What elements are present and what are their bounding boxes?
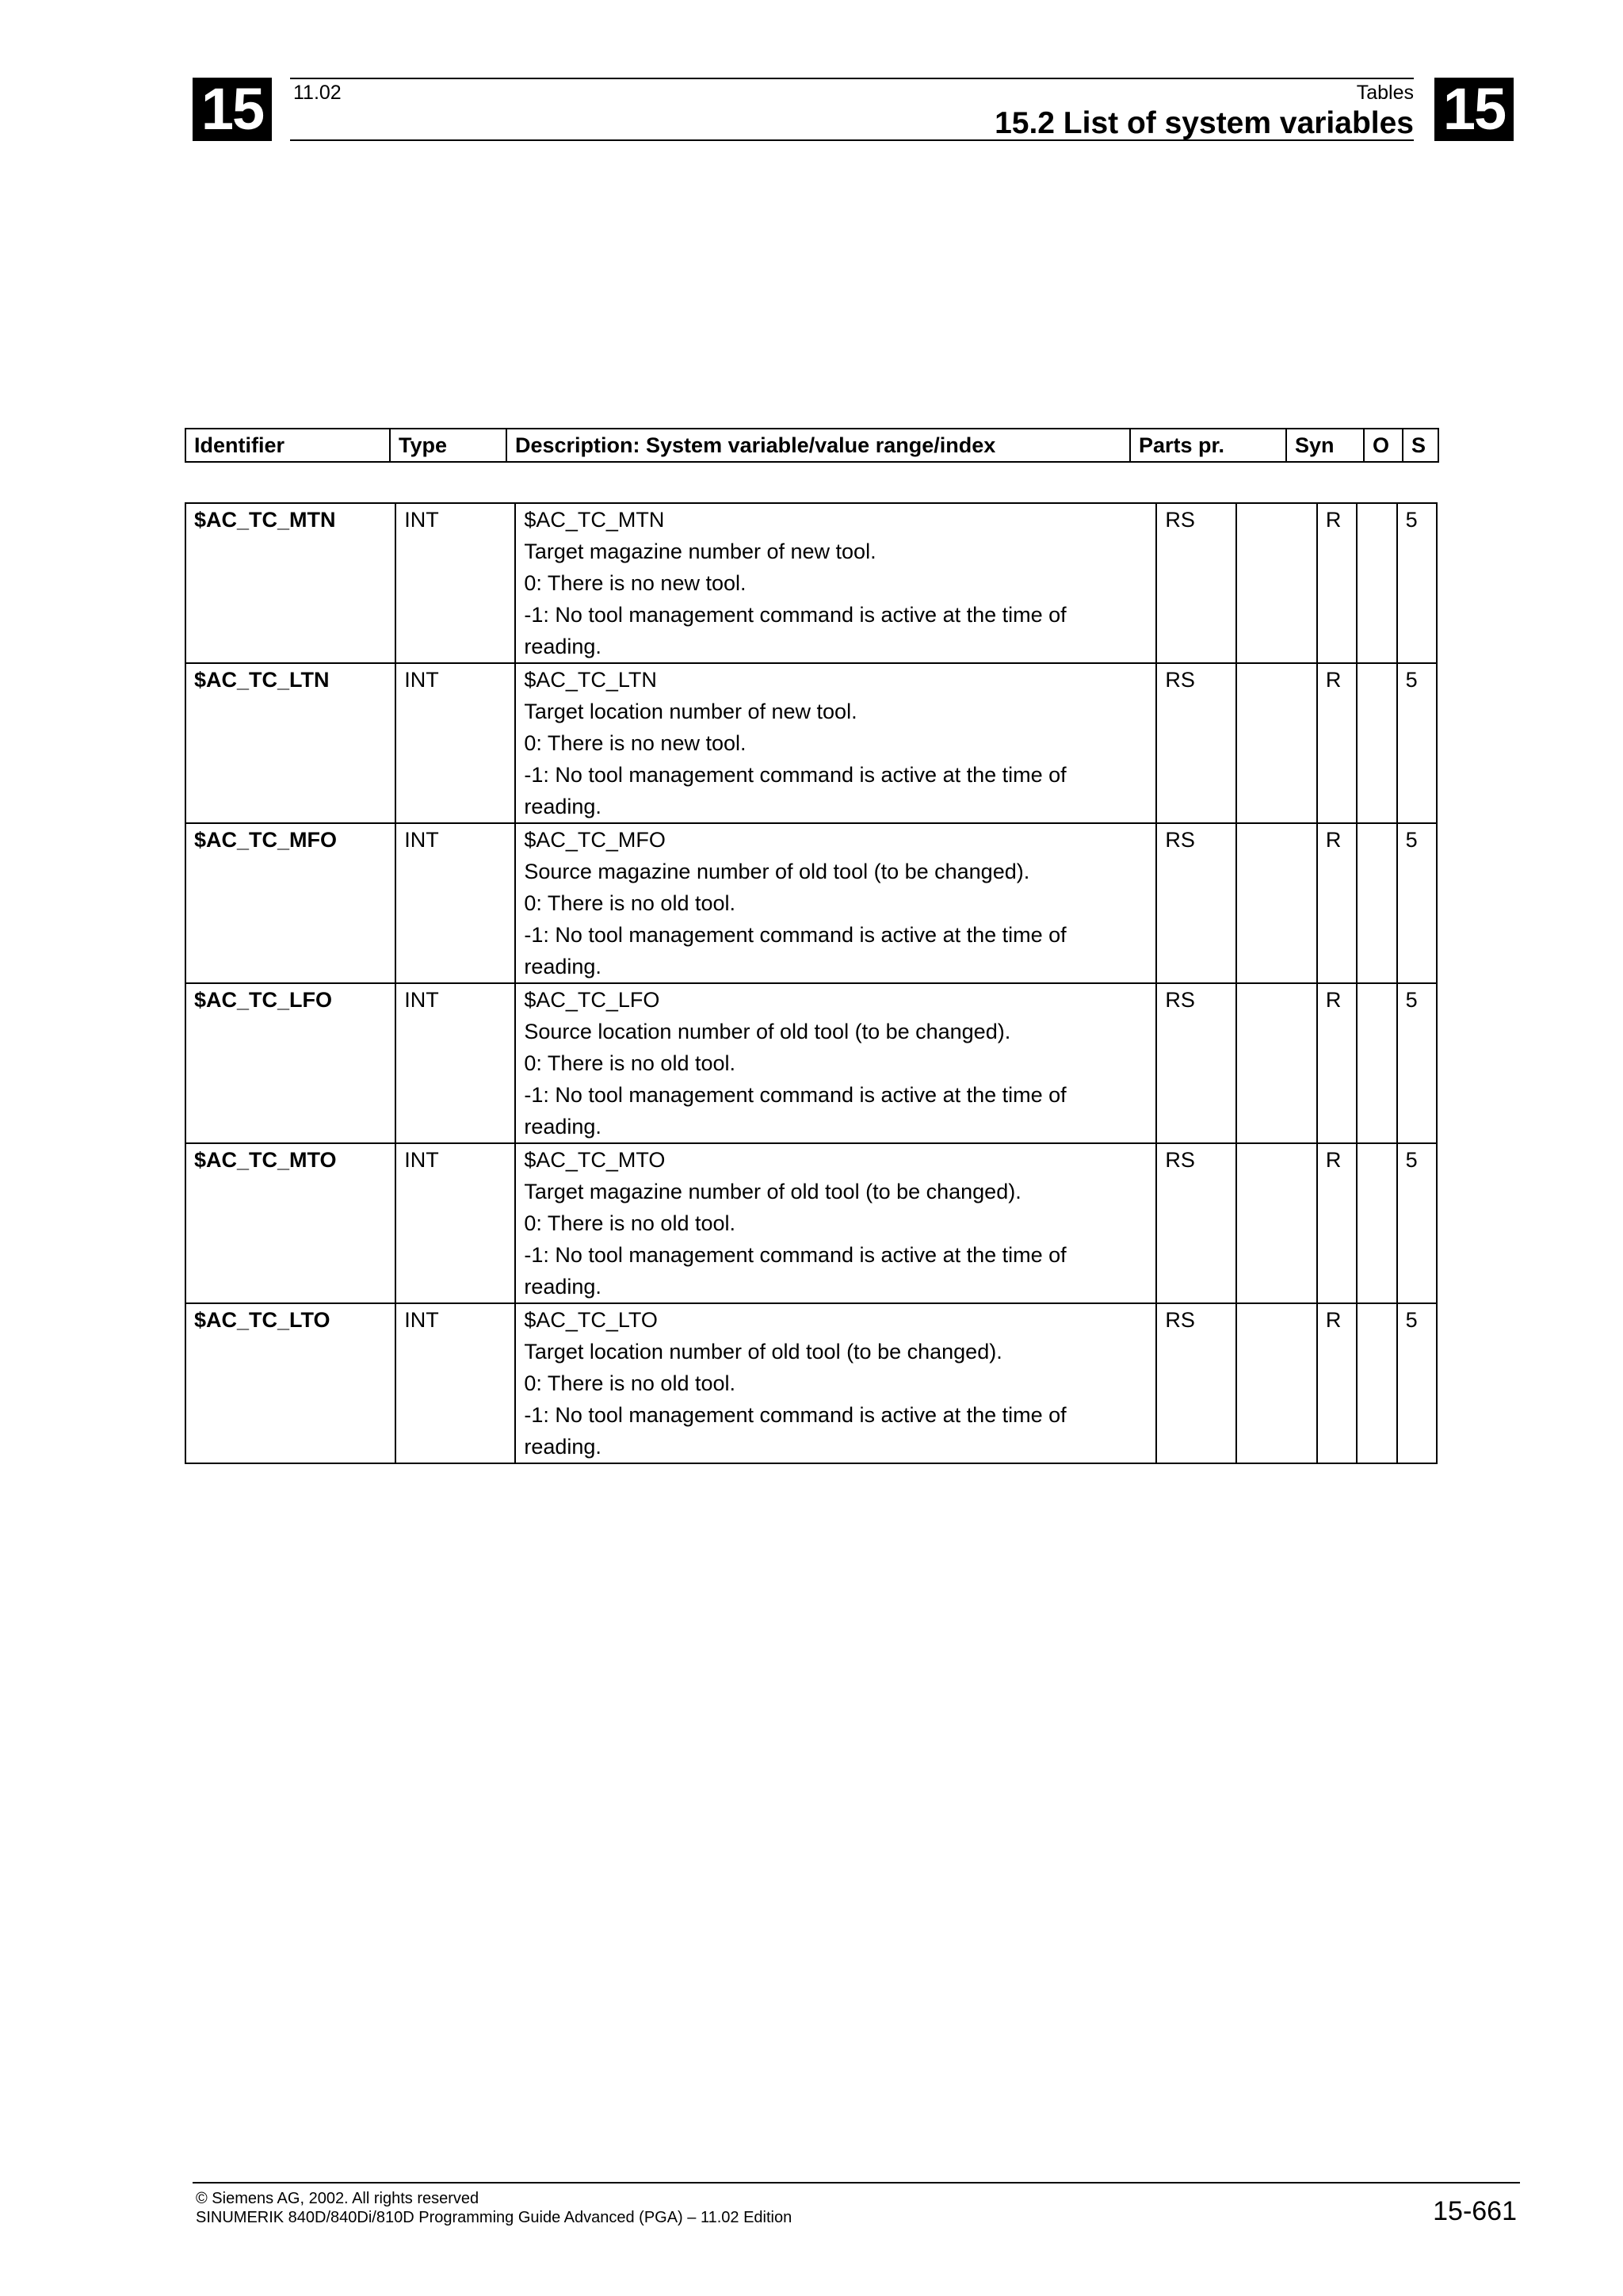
column-header-identifier: Identifier: [185, 429, 390, 462]
parts-program-blank: [1236, 1303, 1317, 1463]
variable-identifier: $AC_TC_LFO: [185, 983, 395, 1143]
footer-rule: [193, 2182, 1520, 2183]
chapter-number-badge-left: 15: [193, 78, 272, 141]
variable-type: INT: [395, 1303, 515, 1463]
column-header-row: [185, 429, 1438, 462]
description-line: 0: There is no new tool.: [524, 571, 747, 595]
column-header-table: [185, 428, 1439, 463]
parts-program-blank: [1236, 823, 1317, 983]
description-line: -1: No tool management command is active at the time of reading.: [524, 1403, 1067, 1459]
system-variables-table: [185, 502, 1438, 1464]
o-value: [1357, 663, 1396, 823]
variable-type: INT: [395, 1143, 515, 1303]
table-row: [185, 663, 1437, 823]
footer-copyright: © Siemens AG, 2002. All rights reserved: [196, 2190, 479, 2207]
o-value: [1357, 1303, 1396, 1463]
description-line: Target magazine number of new tool.: [524, 540, 876, 563]
column-header-type: Type: [390, 429, 506, 462]
parts-program-blank: [1236, 663, 1317, 823]
description-line: 0: There is no old tool.: [524, 1371, 735, 1395]
column-header-description: Description: System variable/value range/index: [506, 429, 1130, 462]
table-row: [185, 823, 1437, 983]
synchronous-action-access: R: [1317, 823, 1357, 983]
description-line: Target location number of old tool (to be changed).: [524, 1340, 1002, 1363]
header-chapter-label: Tables: [1356, 82, 1414, 104]
variable-identifier: $AC_TC_LTN: [185, 663, 395, 823]
table-row: [185, 1303, 1437, 1463]
column-header-s: S: [1403, 429, 1438, 462]
description-line: 0: There is no old tool.: [524, 891, 735, 915]
table-row: [185, 1143, 1437, 1303]
variable-description: [515, 1303, 1156, 1463]
variable-type: INT: [395, 663, 515, 823]
description-line: $AC_TC_LTN: [524, 668, 657, 692]
variable-type: INT: [395, 823, 515, 983]
parts-program-access: RS: [1156, 1143, 1236, 1303]
header-date: 11.02: [293, 82, 342, 104]
table-row: [185, 503, 1437, 663]
s-value: 5: [1397, 1303, 1437, 1463]
column-header-syn: Syn: [1286, 429, 1364, 462]
o-value: [1357, 823, 1396, 983]
variable-description: [515, 503, 1156, 663]
variable-description: [515, 1143, 1156, 1303]
parts-program-blank: [1236, 983, 1317, 1143]
description-line: Source location number of old tool (to be changed).: [524, 1020, 1011, 1043]
variable-description: [515, 983, 1156, 1143]
s-value: 5: [1397, 823, 1437, 983]
synchronous-action-access: R: [1317, 663, 1357, 823]
parts-program-access: RS: [1156, 663, 1236, 823]
o-value: [1357, 503, 1396, 663]
synchronous-action-access: R: [1317, 983, 1357, 1143]
chapter-number-badge-right: 15: [1434, 78, 1514, 141]
header-top-rule: [290, 78, 1414, 79]
o-value: [1357, 1143, 1396, 1303]
description-line: 0: There is no old tool.: [524, 1051, 735, 1075]
description-line: Target magazine number of old tool (to be changed).: [524, 1180, 1022, 1203]
parts-program-access: RS: [1156, 503, 1236, 663]
synchronous-action-access: R: [1317, 1143, 1357, 1303]
s-value: 5: [1397, 983, 1437, 1143]
description-line: Target location number of new tool.: [524, 700, 857, 723]
s-value: 5: [1397, 663, 1437, 823]
parts-program-access: RS: [1156, 1303, 1236, 1463]
s-value: 5: [1397, 503, 1437, 663]
parts-program-blank: [1236, 1143, 1317, 1303]
description-line: $AC_TC_MTO: [524, 1148, 666, 1172]
variable-identifier: $AC_TC_LTO: [185, 1303, 395, 1463]
description-line: -1: No tool management command is active at the time of reading.: [524, 1083, 1067, 1138]
description-line: -1: No tool management command is active at the time of reading.: [524, 763, 1067, 818]
column-header-parts: Parts pr.: [1130, 429, 1286, 462]
synchronous-action-access: R: [1317, 503, 1357, 663]
page-number: 15-661: [1433, 2196, 1517, 2226]
variable-identifier: $AC_TC_MFO: [185, 823, 395, 983]
variable-type: INT: [395, 503, 515, 663]
description-line: Source magazine number of old tool (to be changed).: [524, 860, 1030, 883]
description-line: 0: There is no new tool.: [524, 731, 747, 755]
parts-program-access: RS: [1156, 823, 1236, 983]
variable-description: [515, 823, 1156, 983]
variable-description: [515, 663, 1156, 823]
description-line: -1: No tool management command is active at the time of reading.: [524, 603, 1067, 658]
description-line: 0: There is no old tool.: [524, 1211, 735, 1235]
o-value: [1357, 983, 1396, 1143]
s-value: 5: [1397, 1143, 1437, 1303]
table-row: [185, 983, 1437, 1143]
description-line: $AC_TC_LTO: [524, 1308, 658, 1332]
variable-identifier: $AC_TC_MTN: [185, 503, 395, 663]
synchronous-action-access: R: [1317, 1303, 1357, 1463]
description-line: $AC_TC_MFO: [524, 828, 666, 852]
section-title: 15.2 List of system variables: [995, 106, 1414, 140]
description-line: -1: No tool management command is active at the time of reading.: [524, 1243, 1067, 1299]
description-line: -1: No tool management command is active at the time of reading.: [524, 923, 1067, 978]
description-line: $AC_TC_MTN: [524, 508, 665, 532]
parts-program-blank: [1236, 503, 1317, 663]
header-bottom-rule: [290, 139, 1414, 141]
column-header-o: O: [1364, 429, 1403, 462]
description-line: $AC_TC_LFO: [524, 988, 660, 1012]
variable-identifier: $AC_TC_MTO: [185, 1143, 395, 1303]
variable-type: INT: [395, 983, 515, 1143]
parts-program-access: RS: [1156, 983, 1236, 1143]
footer-document-title: SINUMERIK 840D/840Di/810D Programming Guide Advanced (PGA) – 11.02 Edition: [196, 2209, 792, 2226]
